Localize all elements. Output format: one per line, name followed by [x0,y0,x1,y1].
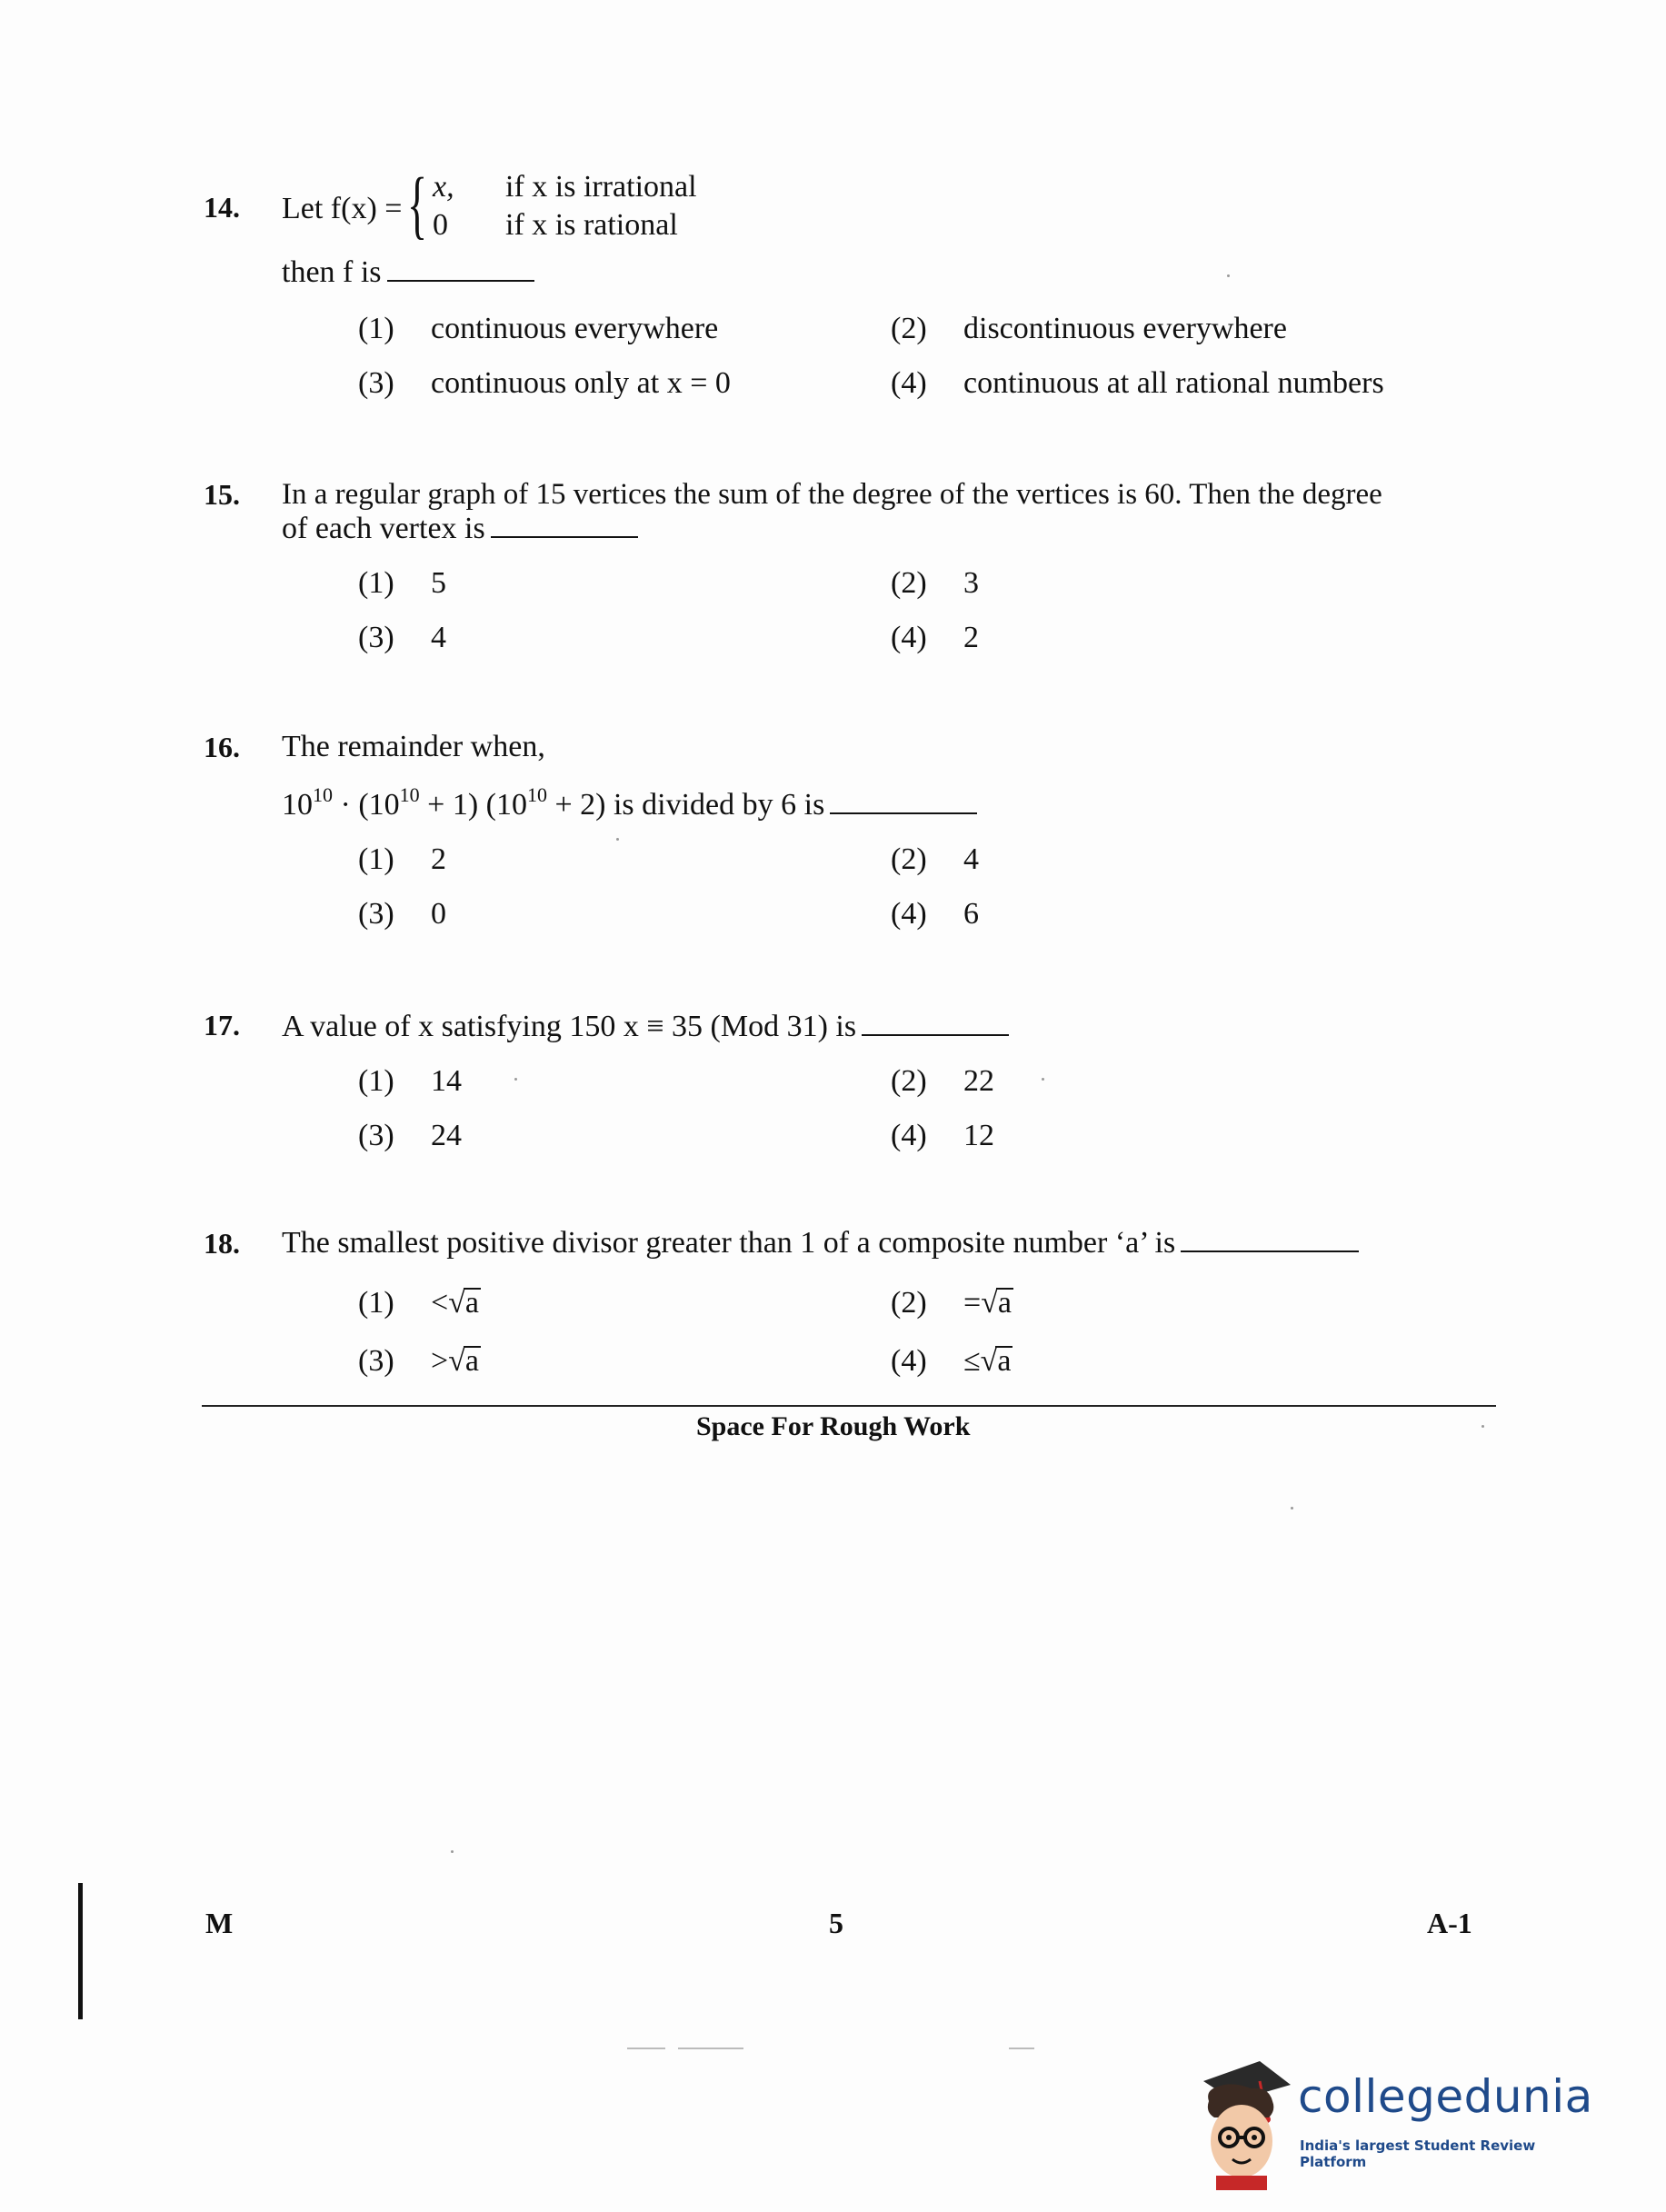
q14-number: 14. [204,191,240,224]
q14-option-2: (2) discontinuous everywhere [891,312,1287,345]
watermark-brand: collegedunia [1298,2070,1593,2123]
q15-stem-line2: of each vertex is [282,511,638,547]
q18-option-4: (4) ≤√a [891,1344,1012,1378]
q17-stem-line1: A value of x satisfying 150 x ≡ 35 (Mod 31) is [282,1009,1009,1045]
q18-option-3: (3) >√a [358,1344,479,1378]
scan-margin-mark [78,1883,83,2019]
scan-speck [616,838,619,841]
q15-option-4: (4) 2 [891,621,979,654]
answer-blank [830,789,977,814]
scan-speck [1227,274,1230,277]
q17-number: 17. [204,1009,240,1041]
q16-number: 16. [204,731,240,763]
watermark-tagline: India's largest Student Review Platform [1300,2137,1536,2170]
scan-dash [627,2048,665,2049]
q15-number: 15. [204,478,240,511]
q16-option-2: (2) 4 [891,842,979,876]
q16-option-4: (4) 6 [891,897,979,931]
q17-option-3: (3) 24 [358,1119,462,1152]
q18-stem-line1: The smallest positive divisor greater than 1 of a composite number ‘a’ is [282,1225,1359,1261]
q17-option-1: (1) 14 [358,1064,462,1098]
scan-speck [1291,1507,1293,1510]
q14-option-1: (1) continuous everywhere [358,312,719,345]
footer-left: M [205,1907,234,1939]
scan-dash [1009,2048,1034,2049]
q14-option-4: (4) continuous at all rational numbers [891,366,1384,400]
answer-blank [862,1011,1009,1036]
q17-option-4: (4) 12 [891,1119,994,1152]
answer-blank [1181,1227,1359,1252]
scan-speck [514,1078,517,1081]
q15-stem-line1: In a regular graph of 15 vertices the sum of the degree of the vertices is 60. Then the degree [282,478,1382,511]
mascot-icon [1196,2054,1296,2190]
q18-number: 18. [204,1227,240,1260]
answer-blank [491,513,638,538]
footer-right: A-1 [1427,1907,1472,1939]
section-divider [202,1405,1496,1407]
q14-intro: Let f(x) = [282,192,403,225]
q14-stem-line2: then f is [282,254,534,291]
q18-option-2: (2) =√a [891,1286,1012,1320]
scan-dash [678,2048,743,2049]
collegedunia-watermark [1196,2054,1596,2190]
q14-case2-value: 0 [433,208,448,242]
scan-speck [1042,1078,1044,1081]
page-number: 5 [829,1907,843,1939]
q18-option-1: (1) <√a [358,1286,479,1320]
q14-option-3: (3) continuous only at x = 0 [358,366,731,400]
scan-speck [451,1850,454,1853]
q16-option-1: (1) 2 [358,842,446,876]
q15-option-3: (3) 4 [358,621,446,654]
q17-option-2: (2) 22 [891,1064,994,1098]
answer-blank [387,256,534,282]
q16-stem-line1: The remainder when, [282,730,545,763]
q15-option-1: (1) 5 [358,566,446,600]
q14-case1-condition: if x is irrational [505,170,697,204]
q14-case2-condition: if x is rational [505,208,678,242]
q14-brace: { [407,163,428,247]
rough-work-label: Space For Rough Work [696,1411,971,1441]
q16-option-3: (3) 0 [358,897,446,931]
q16-expression: $10^{10} \cdot (10^{10} + 1) (10^{10} + 2)$ is divided by 6 is [282,787,977,823]
scan-speck [1481,1425,1484,1428]
q15-option-2: (2) 3 [891,566,979,600]
q14-case1-value: x, [433,170,454,204]
